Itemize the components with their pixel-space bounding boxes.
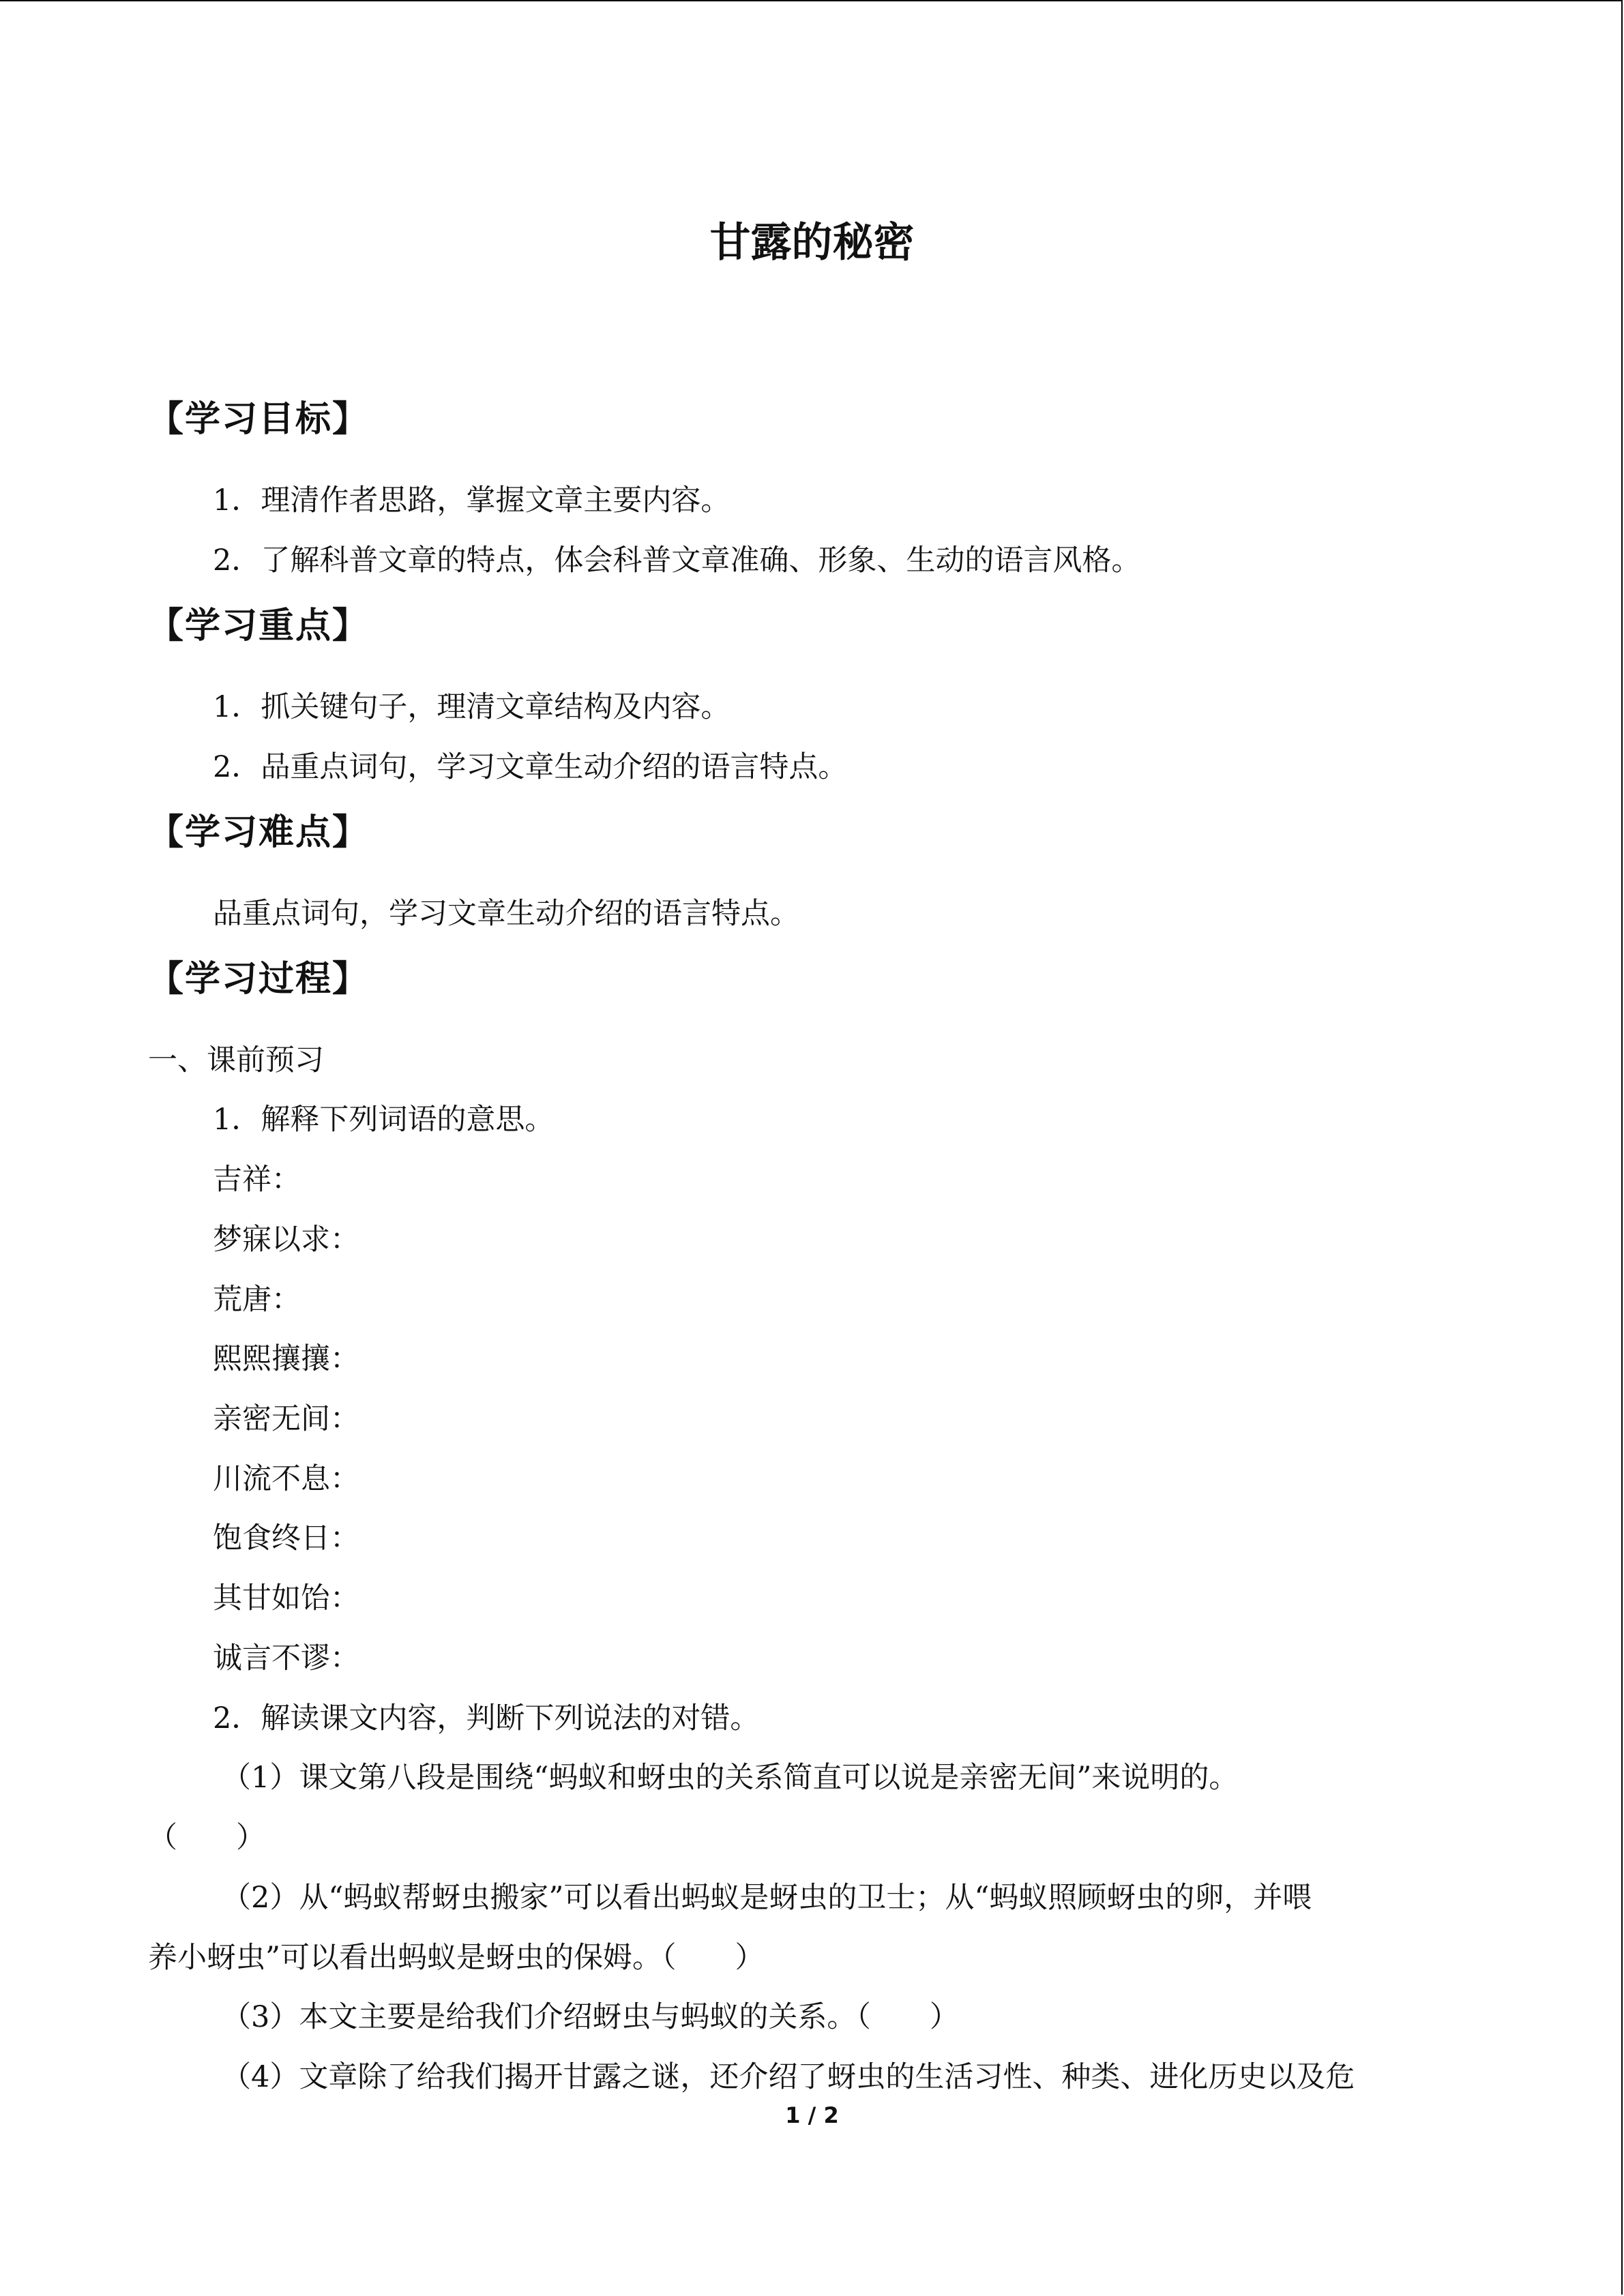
term-item: 亲密无间： (213, 1402, 359, 1436)
judge-item-1-blank: （ ） (148, 1821, 265, 1855)
question-1: 1．解释下列词语的意思。 (213, 1103, 555, 1137)
term-item: 吉祥： (213, 1163, 301, 1197)
judge-item-3: （3）本文主要是给我们介绍蚜虫与蚂蚁的关系。（ ） (222, 2000, 959, 2034)
part1-title: 一、课前预习 (148, 1043, 324, 1077)
term-item: 诚言不谬： (213, 1641, 359, 1675)
term-item: 其甘如饴： (213, 1581, 359, 1615)
difficulty-item-1: 品重点词句，学习文章生动介绍的语言特点。 (213, 897, 799, 931)
judge-item-1: （1）课文第八段是围绕“蚂蚁和蚜虫的关系简直可以说是亲密无间”来说明的。 (222, 1761, 1239, 1795)
term-item: 饱食终日： (213, 1521, 359, 1555)
term-item: 荒唐： (213, 1283, 301, 1317)
judge-item-2: （2）从“蚂蚁帮蚜虫搬家”可以看出蚂蚁是蚜虫的卫士；从“蚂蚁照顾蚜虫的卵，并喂 (222, 1881, 1312, 1915)
question-2: 2．解读课文内容，判断下列说法的对错。 (213, 1701, 760, 1735)
heading-goals: 【学习目标】 (148, 399, 370, 440)
heading-difficulties: 【学习难点】 (148, 812, 370, 853)
page-number: 1 / 2 (785, 2102, 839, 2128)
term-item: 梦寐以求： (213, 1223, 359, 1257)
key-point-item-2: 2．品重点词句，学习文章生动介绍的语言特点。 (213, 750, 848, 784)
key-point-item-1: 1．抓关键句子，理清文章结构及内容。 (213, 690, 730, 724)
goal-item-1: 1．理清作者思路，掌握文章主要内容。 (213, 483, 730, 518)
heading-process: 【学习过程】 (148, 959, 370, 1000)
term-item: 熙熙攘攘： (213, 1342, 359, 1376)
heading-key-points: 【学习重点】 (148, 606, 370, 646)
judge-item-2-cont: 养小蚜虫”可以看出蚂蚁是蚜虫的保姆。（ ） (148, 1941, 765, 1975)
judge-item-4: （4）文章除了给我们揭开甘露之谜，还介绍了蚜虫的生活习性、种类、进化历史以及危 (222, 2060, 1355, 2094)
document-title: 甘露的秘密 (709, 219, 915, 267)
goal-item-2: 2．了解科普文章的特点，体会科普文章准确、形象、生动的语言风格。 (213, 543, 1141, 578)
term-item: 川流不息： (213, 1462, 359, 1496)
